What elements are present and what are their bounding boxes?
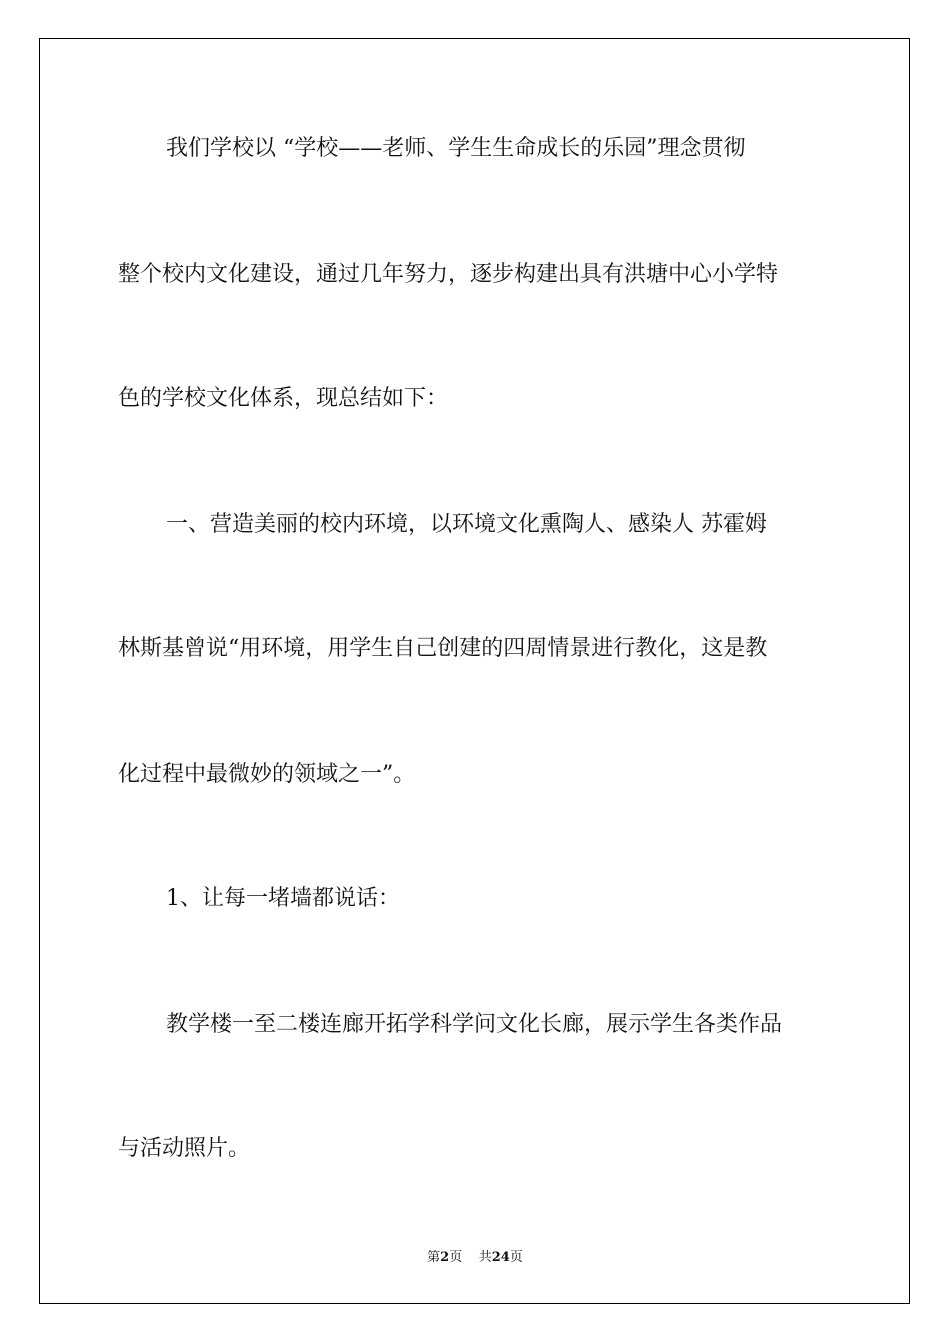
paragraph-line-7: 与活动照片。 <box>118 1136 251 1161</box>
paragraph-line-1: 我们学校以 “学校——老师、学生生命成长的乐园”理念贯彻 <box>166 136 746 161</box>
footer-page-suffix: 页 <box>449 1250 463 1265</box>
paragraph-line-2: 整个校内文化建设，通过几年努力，逐步构建出具有洪塘中心小学特 <box>118 262 779 287</box>
page-frame <box>39 38 910 1304</box>
section-heading-line-1: 一、营造美丽的校内环境，以环境文化熏陶人、感染人 苏霍姆 <box>166 512 767 537</box>
paragraph-line-6: 教学楼一至二楼连廊开拓学科学问文化长廊，展示学生各类作品 <box>166 1012 783 1037</box>
paragraph-line-5: 化过程中最微妙的领域之一”。 <box>118 762 416 787</box>
footer-total-prefix: 共 <box>478 1250 492 1265</box>
paragraph-line-4: 林斯基曾说“用环境，用学生自己创建的四周情景进行教化，这是教 <box>118 636 768 661</box>
footer-page-prefix: 第 <box>427 1250 441 1265</box>
footer-total-suffix: 页 <box>509 1250 523 1265</box>
page-footer <box>0 1246 950 1265</box>
footer-total-pages: 24 <box>491 1250 510 1265</box>
footer-page-number: 2 <box>440 1250 450 1265</box>
subsection-heading: 1、让每一堵墙都说话： <box>166 886 400 911</box>
paragraph-line-3: 色的学校文化体系，现总结如下： <box>118 386 449 411</box>
